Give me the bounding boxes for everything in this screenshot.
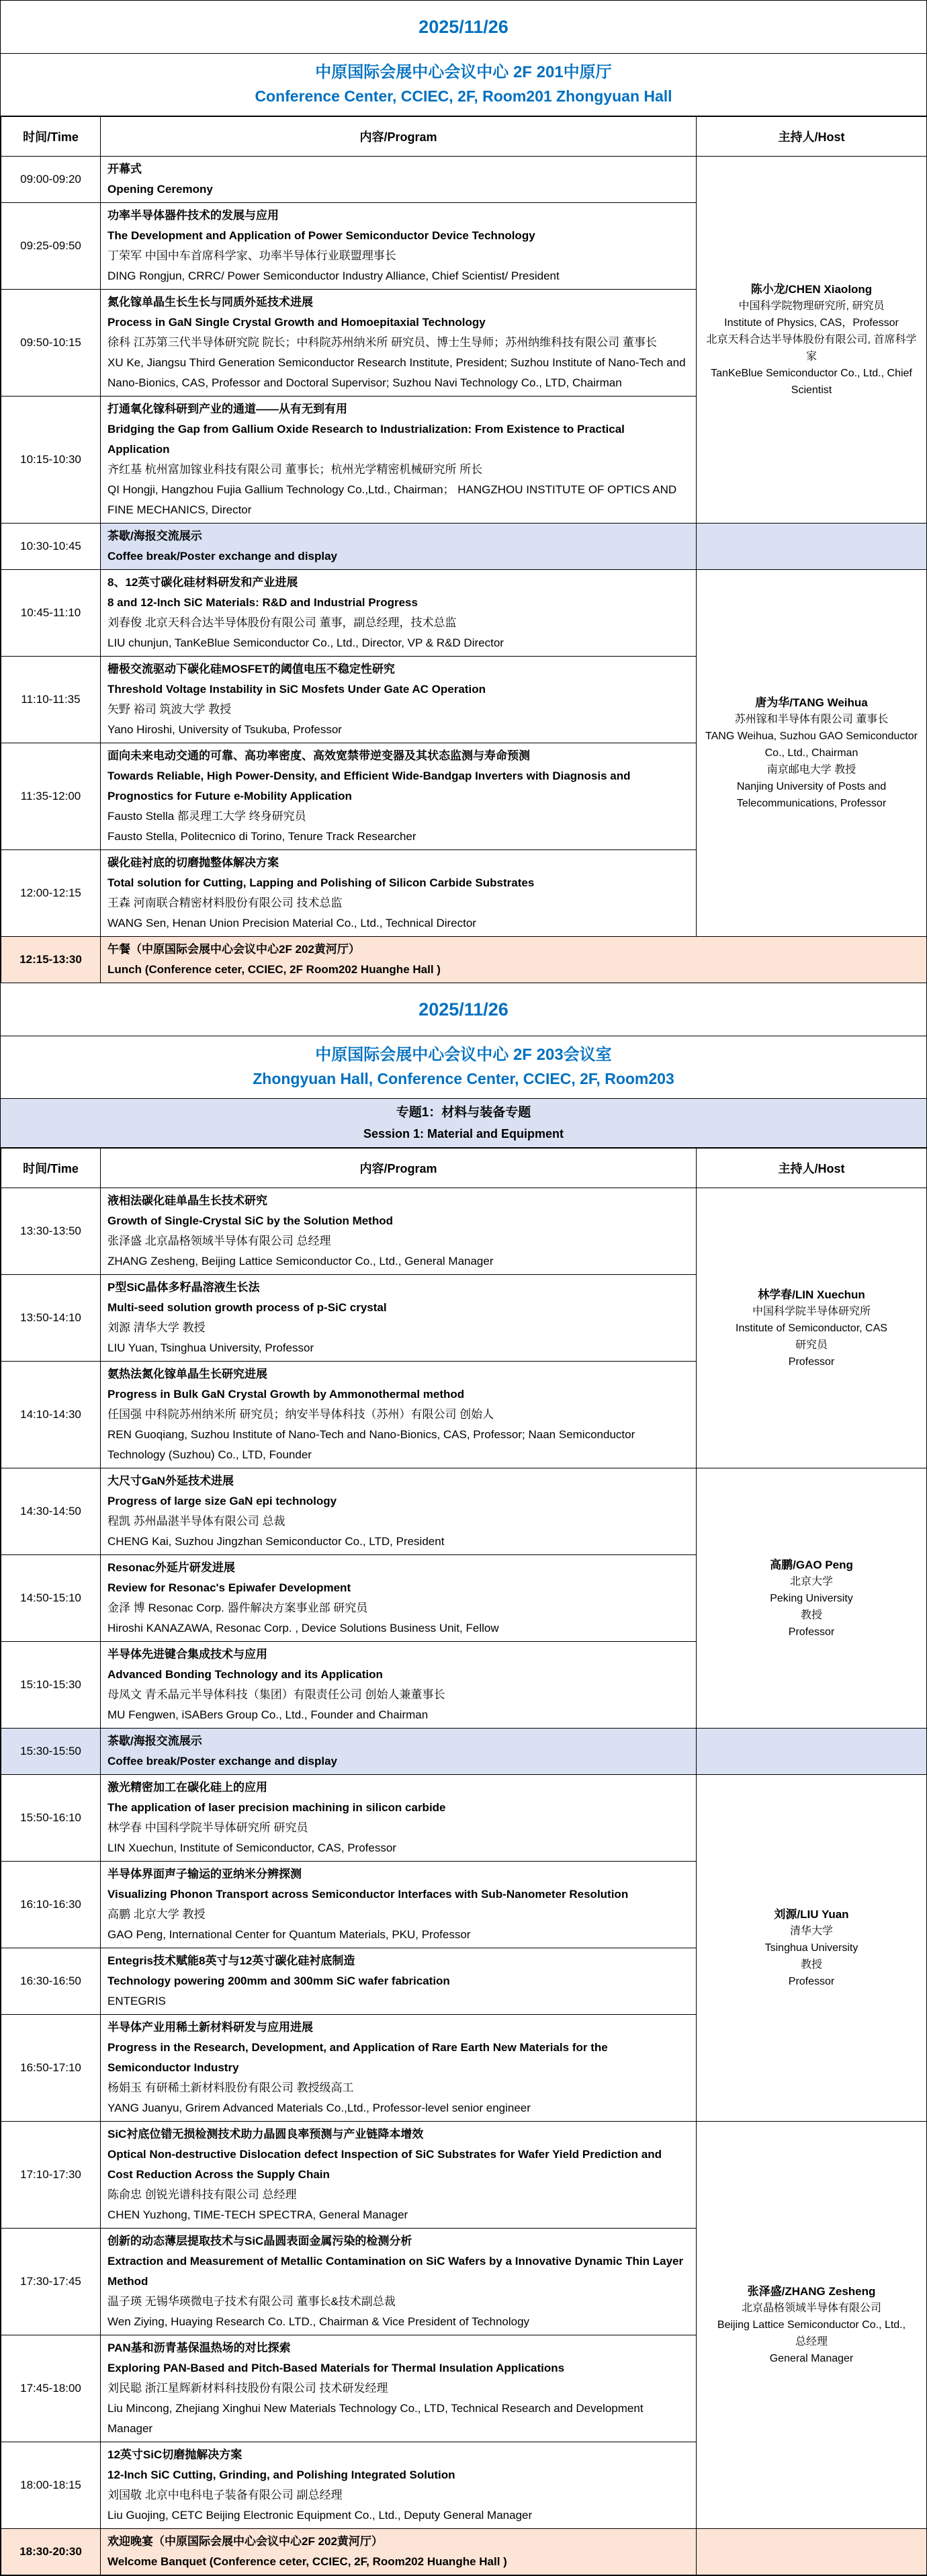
host-line: Professor <box>788 1626 835 1638</box>
host-line: 教授 <box>800 1959 822 1970</box>
program-cell <box>101 1775 697 1862</box>
program-line: Technology powering 200mm and 300mm SiC wafer fabrication <box>107 1975 450 1987</box>
program-line: XU Ke, Jiangsu Third Generation Semiconductor Research Institute, President; Suzhou Institute of Nano-Tech and Nano-Bionics, CAS, Professor and Doctoral Supervisor; Suzhou Navi Technology Co., LTD, Chairman <box>107 356 686 389</box>
time-cell: 13:50-14:10 <box>1 1275 101 1362</box>
program-line: 金泽 博 Resonac Corp. 器件解决方案事业部 研究员 <box>107 1602 368 1614</box>
program-line: Exploring PAN-Based and Pitch-Based Materials for Thermal Insulation Applications <box>107 2362 565 2374</box>
program-line: 温子瑛 无锡华瑛微电子技术有限公司 董事长&技术副总裁 <box>107 2295 396 2308</box>
program-line: Towards Reliable, High Power-Density, and Efficient Wide-Bandgap Inverters with Diagnosis and Prognostics for Future e-Mobility Application <box>107 770 631 802</box>
program-line: Advanced Bonding Technology and its Application <box>107 1668 383 1681</box>
program-line: 刘春俊 北京天科合达半导体股份有限公司 董事，副总经理，技术总监 <box>107 616 457 629</box>
host-line: TANG Weihua, Suzhou GAO Semiconductor Co., Ltd., Chairman <box>705 731 918 759</box>
program-line: 半导体产业用稀土新材料研发与应用进展 <box>107 2021 313 2034</box>
program-line: 碳化硅衬底的切磨抛整体解决方案 <box>107 856 279 869</box>
host-line: Tsinghua University <box>764 1942 858 1954</box>
program-line: P型SiC晶体多籽晶溶液生长法 <box>107 1281 260 1294</box>
program-line: Bridging the Gap from Gallium Oxide Research to Industrialization: From Existence to Practical Application <box>107 423 625 456</box>
program-line: LIU chunjun, TanKeBlue Semiconductor Co., Ltd., Director, VP & R&D Director <box>107 636 504 649</box>
time-cell: 09:50-10:15 <box>1 290 101 397</box>
program-line: Extraction and Measurement of Metallic Contamination on SiC Wafers by a Innovative Dynamic Thin Layer Method <box>107 2255 684 2288</box>
program-line: REN Guoqiang, Suzhou Institute of Nano-Tech and Nano-Bionics, CAS, Professor; Naan Semiconductor Technology (Suzhou) Co., LTD, Founder <box>107 1428 635 1461</box>
program-cell <box>101 1729 697 1775</box>
program-line: Progress of large size GaN epi technology <box>107 1495 337 1507</box>
table-row <box>1 157 927 203</box>
time-cell: 12:00-12:15 <box>1 850 101 937</box>
host-line: Institute of Physics, CAS，Professor <box>724 317 899 329</box>
host-line: Professor <box>788 1356 835 1368</box>
program-line: 功率半导体器件技术的发展与应用 <box>107 209 279 222</box>
session-band <box>1 1099 926 1148</box>
program-cell <box>101 397 697 524</box>
host-line: 高鹏/GAO Peng <box>770 1558 853 1571</box>
column-header-row <box>1 117 927 157</box>
host-cell <box>697 2122 927 2529</box>
column-header-row <box>1 1149 927 1188</box>
host-line: Institute of Semiconductor, CAS <box>736 1322 887 1334</box>
program-line: 矢野 裕司 筑波大学 教授 <box>107 703 232 716</box>
program-cell <box>101 157 697 203</box>
venue-title-zh: 中原国际会展中心会议中心 2F 201中原厅 <box>315 63 612 81</box>
host-line: 南京邮电大学 教授 <box>766 764 856 776</box>
program-table <box>1 1148 927 2575</box>
program-line: LIN Xuechun, Institute of Semiconductor, CAS, Professor <box>107 1841 396 1854</box>
time-cell: 13:30-13:50 <box>1 1188 101 1275</box>
program-line: 齐红基 杭州富加镓业科技有限公司 董事长；杭州光学精密机械研究所 所长 <box>107 463 483 476</box>
program-line: Visualizing Phonon Transport across Semiconductor Interfaces with Sub-Nanometer Resolution <box>107 1888 629 1901</box>
program-cell <box>101 570 697 657</box>
program-line: Wen Ziying, Huaying Research Co. LTD., Chairman & Vice President of Technology <box>107 2315 530 2328</box>
time-cell: 12:15-13:30 <box>1 937 101 983</box>
program-line: 杨娟玉 有研稀土新材料股份有限公司 教授级高工 <box>107 2081 354 2094</box>
time-cell: 15:10-15:30 <box>1 1642 101 1729</box>
col-header-time: 时间/Time <box>1 1149 101 1188</box>
program-line: Entegris技术赋能8英寸与12英寸碳化硅衬底制造 <box>107 1954 355 1967</box>
host-line: 北京大学 <box>789 1575 833 1587</box>
program-line: Threshold Voltage Instability in SiC Mosfets Under Gate AC Operation <box>107 683 486 696</box>
program-line: 丁荣军 中国中车首席科学家、功率半导体行业联盟理事长 <box>107 249 396 262</box>
program-cell <box>101 524 697 570</box>
time-cell: 15:30-15:50 <box>1 1729 101 1775</box>
venue-title-en: Zhongyuan Hall, Conference Center, CCIEC, 2F, Room203 <box>253 1070 674 1087</box>
time-cell: 18:30-20:30 <box>1 2529 101 2575</box>
program-line: 程凯 苏州晶湛半导体有限公司 总裁 <box>107 1515 285 1528</box>
program-cell <box>101 2015 697 2122</box>
program-line: 高鹏 北京大学 教授 <box>107 1908 206 1921</box>
host-line: 刘源/LIU Yuan <box>774 1908 849 1921</box>
program-table <box>1 116 927 983</box>
program-line: 张泽盛 北京晶格领域半导体有限公司 总经理 <box>107 1235 331 1247</box>
program-line: Progress in the Research, Development, and Application of Rare Earth New Materials for the Semiconductor Industry <box>107 2041 608 2074</box>
program-cell <box>101 1642 697 1729</box>
program-line: 茶歇/海报交流展示 <box>107 530 202 542</box>
program-line: Fausto Stella 都灵理工大学 终身研究员 <box>107 810 306 823</box>
host-cell <box>697 2529 927 2575</box>
program-line: Yano Hiroshi, University of Tsukuba, Professor <box>107 723 342 736</box>
table-row <box>1 1188 927 1275</box>
program-line: Fausto Stella, Politecnico di Torino, Tenure Track Researcher <box>107 830 416 843</box>
program-line: Review for Resonac's Epiwafer Development <box>107 1581 351 1594</box>
program-line: ZHANG Zesheng, Beijing Lattice Semiconductor Co., Ltd., General Manager <box>107 1255 494 1268</box>
host-line: 中国科学院半导体研究所 <box>752 1305 871 1317</box>
program-line: 午餐（中原国际会展中心会议中心2F 202黄河厅） <box>107 943 360 956</box>
date-band: 2025/11/26 <box>1 1 926 54</box>
program-line: Coffee break/Poster exchange and display <box>107 1755 338 1768</box>
program-line: DING Rongjun, CRRC/ Power Semiconductor Industry Alliance, Chief Scientist/ President <box>107 269 560 282</box>
host-line: 张泽盛/ZHANG Zesheng <box>747 2285 876 2298</box>
program-cell <box>101 1188 697 1275</box>
program-line: 半导体界面声子输运的亚纳米分辨探测 <box>107 1868 302 1880</box>
program-line: Welcome Banquet (Conference ceter, CCIEC, 2F, Room202 Huanghe Hall ) <box>107 2555 507 2568</box>
program-line: Multi-seed solution growth process of p-SiC crystal <box>107 1301 387 1314</box>
table-row <box>1 1775 927 1862</box>
program-cell <box>101 657 697 743</box>
host-cell <box>697 524 927 570</box>
table-row <box>1 1468 927 1555</box>
col-header-time: 时间/Time <box>1 117 101 157</box>
program-line: 刘民聪 浙江星辉新材料科技股份有限公司 技术研发经理 <box>107 2382 388 2395</box>
program-line: 任国强 中科院苏州纳米所 研究员；纳安半导体科技（苏州）有限公司 创始人 <box>107 1408 494 1421</box>
host-line: General Manager <box>769 2353 854 2364</box>
time-cell: 16:10-16:30 <box>1 1862 101 1948</box>
venue-title-en: Conference Center, CCIEC, 2F, Room201 Zhongyuan Hall <box>255 87 672 105</box>
program-cell <box>101 290 697 397</box>
program-line: Resonac外延片研发进展 <box>107 1561 235 1574</box>
venue-band <box>1 1036 926 1099</box>
program-line: WANG Sen, Henan Union Precision Material Co., Ltd., Technical Director <box>107 917 476 929</box>
col-header-program: 内容/Program <box>101 117 697 157</box>
table-row <box>1 1729 927 1775</box>
program-cell <box>101 2335 697 2442</box>
program-line: 面向未来电动交通的可靠、高功率密度、高效宽禁带逆变器及其状态监测与寿命预测 <box>107 749 530 762</box>
program-line: 陈俞忠 创锐光谱科技有限公司 总经理 <box>107 2188 297 2201</box>
program-line: 8、12英寸碳化硅材料研发和产业进展 <box>107 576 298 589</box>
host-cell <box>697 1188 927 1468</box>
program-line: 8 and 12-Inch SiC Materials: R&D and Industrial Progress <box>107 596 418 609</box>
table-row <box>1 2529 927 2575</box>
program-line: Growth of Single-Crystal SiC by the Solution Method <box>107 1214 393 1227</box>
time-cell: 15:50-16:10 <box>1 1775 101 1862</box>
venue-band <box>1 54 926 116</box>
program-line: Coffee break/Poster exchange and display <box>107 550 338 563</box>
program-line: 刘源 清华大学 教授 <box>107 1321 206 1334</box>
host-line: 苏州镓和半导体有限公司 董事长 <box>734 714 889 725</box>
time-cell: 16:50-17:10 <box>1 2015 101 2122</box>
host-line: 北京晶格领域半导体有限公司 <box>741 2302 881 2314</box>
time-cell: 10:45-11:10 <box>1 570 101 657</box>
program-line: PAN基和沥青基保温热场的对比探索 <box>107 2341 291 2354</box>
section-room201 <box>1 1 926 983</box>
program-line: Hiroshi KANAZAWA, Resonac Corp. , Device Solutions Business Unit, Fellow <box>107 1622 499 1634</box>
program-line: The Development and Application of Power Semiconductor Device Technology <box>107 229 535 242</box>
time-cell: 10:15-10:30 <box>1 397 101 524</box>
program-line: Process in GaN Single Crystal Growth and Homoepitaxial Technology <box>107 316 486 329</box>
program-cell <box>101 2229 697 2335</box>
program-cell <box>101 743 697 850</box>
host-line: TanKeBlue Semiconductor Co., Ltd., Chief Scientist <box>711 368 912 396</box>
program-cell <box>101 1862 697 1948</box>
host-line: 清华大学 <box>789 1925 833 1937</box>
program-line: 12英寸SiC切磨抛解决方案 <box>107 2448 242 2461</box>
program-line: 大尺寸GaN外延技术进展 <box>107 1474 234 1487</box>
time-cell: 09:25-09:50 <box>1 203 101 290</box>
time-cell: 16:30-16:50 <box>1 1948 101 2015</box>
table-row <box>1 2122 927 2229</box>
program-cell <box>101 1468 697 1555</box>
host-line: Peking University <box>770 1592 853 1604</box>
host-line: Beijing Lattice Semiconductor Co., Ltd., <box>717 2319 906 2331</box>
session-title-zh: 专题1：材料与装备专题 <box>396 1106 531 1120</box>
col-header-host: 主持人/Host <box>697 1149 927 1188</box>
program-line: YANG Juanyu, Grirem Advanced Materials Co.,Ltd., Professor-level senior engineer <box>107 2102 531 2114</box>
host-line: Professor <box>788 1976 835 1987</box>
program-line: 半导体先进键合集成技术与应用 <box>107 1648 267 1661</box>
program-line: 刘国敬 北京中电科电子装备有限公司 副总经理 <box>107 2489 343 2501</box>
program-line: Opening Ceremony <box>107 183 213 196</box>
program-line: Optical Non-destructive Dislocation defect Inspection of SiC Substrates for Wafer Yield Prediction and Cost Reduction Across the Supply Chain <box>107 2148 662 2181</box>
program-cell <box>101 2122 697 2229</box>
session-title-en: Session 1: Material and Equipment <box>363 1127 564 1140</box>
program-line: 林学春 中国科学院半导体研究所 研究员 <box>107 1821 308 1834</box>
time-cell: 14:50-15:10 <box>1 1555 101 1642</box>
time-cell: 11:10-11:35 <box>1 657 101 743</box>
host-cell <box>697 157 927 524</box>
program-line: 液相法碳化硅单晶生长技术研究 <box>107 1194 267 1207</box>
table-row <box>1 570 927 657</box>
program-line: 开幕式 <box>107 163 142 175</box>
program-line: The application of laser precision machining in silicon carbide <box>107 1801 446 1814</box>
time-cell: 09:00-09:20 <box>1 157 101 203</box>
host-line: 林学春/LIN Xuechun <box>758 1288 865 1301</box>
program-line: 欢迎晚宴（中原国际会展中心会议中心2F 202黄河厅） <box>107 2535 383 2548</box>
program-cell <box>101 203 697 290</box>
time-cell: 10:30-10:45 <box>1 524 101 570</box>
program-line: CHEN Yuzhong, TIME-TECH SPECTRA, General Manager <box>107 2208 408 2221</box>
program-line: 打通氧化镓科研到产业的通道——从有无到有用 <box>107 403 347 415</box>
program-line: 王森 河南联合精密材料股份有限公司 技术总监 <box>107 897 343 909</box>
host-line: 总经理 <box>795 2336 828 2348</box>
host-cell <box>697 570 927 937</box>
time-cell: 17:30-17:45 <box>1 2229 101 2335</box>
table-row <box>1 937 927 983</box>
program-line: 12-Inch SiC Cutting, Grinding, and Polishing Integrated Solution <box>107 2468 455 2481</box>
date-band: 2025/11/26 <box>1 983 926 1036</box>
program-line: 栅极交流驱动下碳化硅MOSFET的阈值电压不稳定性研究 <box>107 663 395 675</box>
program-line: Lunch (Conference ceter, CCIEC, 2F Room202 Huanghe Hall ) <box>107 963 441 976</box>
program-cell <box>101 937 927 983</box>
program-line: CHENG Kai, Suzhou Jingzhan Semiconductor Co., LTD, President <box>107 1535 445 1548</box>
host-cell <box>697 1775 927 2122</box>
program-line: 母凤文 青禾晶元半导体科技（集团）有限责任公司 创始人兼董事长 <box>107 1688 445 1701</box>
program-cell <box>101 850 697 937</box>
program-line: Total solution for Cutting, Lapping and Polishing of Silicon Carbide Substrates <box>107 876 535 889</box>
col-header-program: 内容/Program <box>101 1149 697 1188</box>
venue-title-zh: 中原国际会展中心会议中心 2F 203会议室 <box>315 1046 612 1064</box>
host-line: 陈小龙/CHEN Xiaolong <box>750 283 873 296</box>
time-cell: 17:10-17:30 <box>1 2122 101 2229</box>
host-line: 教授 <box>800 1609 822 1621</box>
host-cell <box>697 1468 927 1729</box>
program-cell <box>101 1555 697 1642</box>
program-line: LIU Yuan, Tsinghua University, Professor <box>107 1341 314 1354</box>
program-line: Progress in Bulk GaN Crystal Growth by Ammonothermal method <box>107 1388 465 1401</box>
program-line: ENTEGRIS <box>107 1995 166 2007</box>
program-line: 氨热法氮化镓单晶生长研究进展 <box>107 1368 267 1380</box>
program-line: QI Hongji, Hangzhou Fujia Gallium Technology Co.,Ltd., Chairman； HANGZHOU INSTITUTE OF OPTICS AND FINE MECHANICS, Director <box>107 483 677 516</box>
program-line: Liu Guojing, CETC Beijing Electronic Equipment Co., Ltd., Deputy General Manager <box>107 2509 533 2522</box>
time-cell: 14:10-14:30 <box>1 1362 101 1468</box>
col-header-host: 主持人/Host <box>697 117 927 157</box>
program-line: 徐科 江苏第三代半导体研究院 院长；中科院苏州纳米所 研究员、博士生导师；苏州纳维科技有限公司 董事长 <box>107 336 657 349</box>
program-line: SiC衬底位错无损检测技术助力晶圆良率预测与产业链降本增效 <box>107 2128 424 2141</box>
program-line: 激光精密加工在碳化硅上的应用 <box>107 1781 267 1794</box>
host-line: Nanjing University of Posts and Telecommunications, Professor <box>736 781 887 809</box>
host-cell <box>697 1729 927 1775</box>
host-line: 研究员 <box>795 1339 828 1351</box>
program-line: 氮化镓单晶生长生长与同质外延技术进展 <box>107 296 313 308</box>
section-room203 <box>1 983 926 2575</box>
time-cell: 18:00-18:15 <box>1 2442 101 2529</box>
program-cell <box>101 2529 697 2575</box>
program-cell <box>101 2442 697 2529</box>
program-line: 创新的动态薄层提取技术与SiC晶圆表面金属污染的检测分析 <box>107 2235 412 2247</box>
program-line: MU Fengwen, iSABers Group Co., Ltd., Founder and Chairman <box>107 1708 429 1721</box>
table-row <box>1 524 927 570</box>
time-cell: 14:30-14:50 <box>1 1468 101 1555</box>
time-cell: 17:45-18:00 <box>1 2335 101 2442</box>
program-cell <box>101 1362 697 1468</box>
host-line: 唐为华/TANG Weihua <box>755 696 868 709</box>
program-line: Liu Mincong, Zhejiang Xinghui New Materials Technology Co., LTD, Technical Research and Development Manager <box>107 2402 644 2435</box>
program-line: GAO Peng, International Center for Quantum Materials, PKU, Professor <box>107 1928 471 1941</box>
program-cell <box>101 1948 697 2015</box>
time-cell: 11:35-12:00 <box>1 743 101 850</box>
host-line: 北京天科合达半导体股份有限公司, 首席科学家 <box>706 334 917 362</box>
host-line: 中国科学院物理研究所, 研究员 <box>738 300 885 312</box>
program-line: 茶歇/海报交流展示 <box>107 1735 202 1747</box>
program-cell <box>101 1275 697 1362</box>
